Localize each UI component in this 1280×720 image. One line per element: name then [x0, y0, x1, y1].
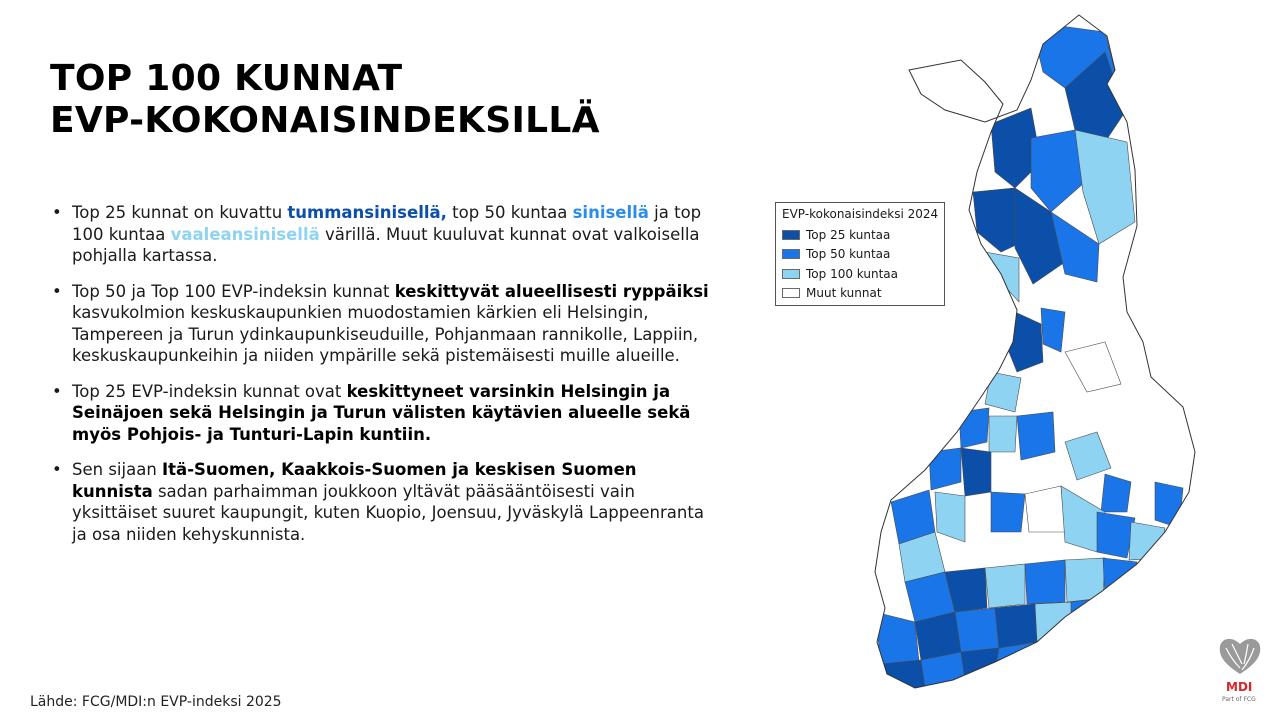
legend-item [782, 245, 944, 265]
bullet-item [50, 202, 722, 267]
bullet-text: Top 25 kunnat on kuvattu [72, 203, 288, 222]
light-blue-label: vaaleansinisellä [170, 224, 320, 244]
title-line-2: EVP-KOKONAISINDEKSILLÄ [50, 100, 600, 141]
bullet-text: sadan parhaimman joukkoon yltävät pääsääntöisesti vain yksittäiset suuret kaupungit, kuten Kuopio, Joensuu, Jyväskylä Lappeenranta ja osa niiden kehyskunnista. [72, 481, 704, 544]
bullet-text: top 50 kuntaa [446, 203, 573, 222]
page-title [50, 58, 600, 142]
bullet-text: ja top 100 kuntaa [72, 203, 702, 244]
bullet-emphasis: keskittyneet varsinkin Helsingin ja Seinäjoen sekä Helsingin ja Turun välisten käytävien alueelle sekä myös Pohjois- ja Tunturi-Lapin kuntiin. [72, 381, 691, 444]
legend-label: Muut kunnat [806, 286, 882, 301]
bullet-item [50, 281, 722, 367]
bullet-text: Top 50 ja Top 100 EVP-indeksin kunnat [72, 281, 395, 301]
logo-subtext: Part of FCG [1222, 696, 1256, 703]
legend-item [782, 284, 944, 304]
legend-title: EVP-kokonaisindeksi 2024 [782, 207, 939, 221]
bullet-emphasis: Itä-Suomen, Kaakkois-Suomen ja keskisen Suomen kunnista [72, 460, 637, 501]
legend-label: Top 25 kuntaa [806, 227, 891, 242]
legend-label: Top 100 kuntaa [806, 266, 898, 281]
bullet-text: kasvukolmion keskuskaupunkien muodostamien kärkien eli Helsingin, Tampereen ja Turun ydinkaupunkiseuduille, Pohjanmaan rannikolle, Lappiin, keskuskaupunkeihin ja niiden ympärille sekä pistemäisesti muille alueille. [72, 303, 699, 365]
bullet-item [50, 381, 722, 446]
dark-blue-label: tummansinisellä, [287, 203, 447, 222]
legend-item [782, 264, 944, 284]
map-legend [775, 202, 945, 306]
bullet-list [50, 202, 722, 559]
legend-swatch [782, 249, 800, 259]
legend-swatch [782, 269, 800, 279]
source-note: Lähde: FCG/MDI:n EVP-indeksi 2025 [30, 694, 282, 710]
bullet-text: Top 25 EVP-indeksin kunnat ovat [72, 381, 347, 401]
legend-swatch [782, 230, 800, 240]
legend-swatch [782, 288, 800, 298]
bullet-item [50, 459, 722, 545]
bullet-text: Sen sijaan [72, 460, 163, 479]
legend-label: Top 50 kuntaa [806, 247, 891, 262]
bullet-emphasis: keskittyvät alueellisesti ryppäiksi [394, 281, 709, 301]
logo-text: MDI [1226, 680, 1253, 694]
legend-item [782, 225, 944, 245]
finland-municipality-map [865, 12, 1205, 712]
title-line-1: TOP 100 KUNNAT [50, 58, 403, 99]
blue-label: sinisellä [572, 203, 649, 222]
bullet-text: värillä. Muut kuuluvat kunnat ovat valkoisella pohjalla kartassa. [72, 224, 700, 265]
